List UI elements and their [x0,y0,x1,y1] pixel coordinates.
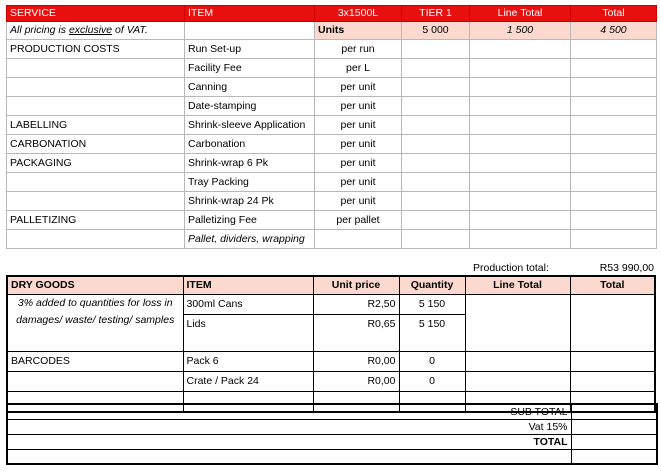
service-cell [7,173,185,192]
units-total: 4 500 [571,22,657,40]
total-cell [570,372,655,392]
unit-price-col-header: Unit price [313,276,399,295]
units-value: 5 000 [402,22,470,40]
unit-cell: per unit [315,97,402,116]
size-col-header: 3x1500L [315,6,402,22]
empty-cell [7,450,571,465]
dry-goods-table [6,275,656,413]
unit-cell [315,230,402,249]
units-item-cell [185,22,315,40]
item-cell: 300ml Cans [183,295,313,315]
total-cell [571,116,657,135]
item-cell: Canning [185,78,315,97]
dry-goods-col-header: DRY GOODS [7,276,183,295]
unit-cell: per unit [315,173,402,192]
table-row [7,372,655,392]
line-total-cell [465,372,570,392]
qty-cell: 0 [399,352,465,372]
dry-line-total-col-header: Line Total [465,276,570,295]
item-col-header: ITEM [185,6,315,22]
service-cell [7,78,185,97]
price-cell: R0,65 [313,315,399,352]
empty-cell [571,450,657,465]
tier-cell [402,154,470,173]
tier-cell [402,40,470,59]
vat-label: Vat 15% [7,420,571,435]
spacer-row [7,450,657,465]
sub-total-row [7,404,657,420]
item-cell: Facility Fee [185,59,315,78]
dry-goods-header-row [7,276,655,295]
tier-cell [402,230,470,249]
units-line-total: 1 500 [470,22,571,40]
summary-table [6,403,658,465]
table-row [7,135,657,154]
units-row [7,22,657,40]
line-total-cell [470,135,571,154]
dry-item-col-header: ITEM [183,276,313,295]
item-cell: Shrink-wrap 6 Pk [185,154,315,173]
empty-cell [7,372,183,392]
service-cell: LABELLING [7,116,185,135]
item-cell: Pallet, dividers, wrapping [185,230,315,249]
line-total-cell [470,230,571,249]
item-cell: Shrink-sleeve Application [185,116,315,135]
tier-cell [402,173,470,192]
unit-cell: per unit [315,78,402,97]
vat-note: All pricing is exclusive of VAT. [7,22,185,40]
unit-cell: per unit [315,192,402,211]
total-cell [571,97,657,116]
qty-cell: 5 150 [399,315,465,352]
qty-cell: 5 150 [399,295,465,315]
service-cell [7,192,185,211]
tier-cell [402,97,470,116]
qty-cell: 0 [399,372,465,392]
tier-cell [402,59,470,78]
total-row [7,435,657,450]
unit-cell: per unit [315,135,402,154]
total-cell [571,40,657,59]
tier-cell [402,211,470,230]
total-cell [571,173,657,192]
tier-cell [402,78,470,97]
item-cell: Pack 6 [183,352,313,372]
price-cell: R0,00 [313,352,399,372]
table-row [7,192,657,211]
item-cell: Lids [183,315,313,352]
item-cell: Carbonation [185,135,315,154]
vat-row [7,420,657,435]
sub-total-value [571,404,657,420]
service-col-header: SERVICE [7,6,185,22]
quantity-col-header: Quantity [399,276,465,295]
loss-note: 3% added to quantities for loss in damages/ waste/ testing/ samples [7,295,183,352]
total-cell [571,59,657,78]
item-cell: Palletizing Fee [185,211,315,230]
service-cell: PACKAGING [7,154,185,173]
table-row [7,211,657,230]
unit-cell: per L [315,59,402,78]
service-cell [7,59,185,78]
service-cell: CARBONATION [7,135,185,154]
line-total-cell [470,59,571,78]
production-total-label: Production total: [473,262,549,274]
table-row [7,59,657,78]
table-row [7,78,657,97]
vat-value [571,420,657,435]
line-total-cell [470,192,571,211]
table-row [7,173,657,192]
line-total-cell [470,78,571,97]
total-cell [571,135,657,154]
line-total-cell [470,211,571,230]
total-col-header: Total [571,6,657,22]
item-cell: Shrink-wrap 24 Pk [185,192,315,211]
table-row [7,116,657,135]
line-total-col-header: Line Total [470,6,571,22]
unit-cell: per pallet [315,211,402,230]
item-cell: Date-stamping [185,97,315,116]
tier-cell [402,116,470,135]
line-total-cell [465,352,570,372]
service-cell: PALLETIZING [7,211,185,230]
service-cell [7,97,185,116]
price-cell: R0,00 [313,372,399,392]
units-label: Units [315,22,402,40]
total-cell [570,295,655,352]
total-cell [571,230,657,249]
services-pricing-table [6,5,657,249]
tier-col-header: TIER 1 [402,6,470,22]
total-label: TOTAL [7,435,571,450]
item-cell: Crate / Pack 24 [183,372,313,392]
table-row [7,40,657,59]
table-row [7,230,657,249]
unit-cell: per unit [315,116,402,135]
total-cell [571,211,657,230]
unit-cell: per unit [315,154,402,173]
table-row [7,154,657,173]
total-cell [571,154,657,173]
item-cell: Tray Packing [185,173,315,192]
line-total-cell [465,295,570,352]
service-cell: PRODUCTION COSTS [7,40,185,59]
line-total-cell [470,40,571,59]
line-total-cell [470,173,571,192]
price-cell: R2,50 [313,295,399,315]
production-total-value: R53 990,00 [599,262,654,274]
total-cell [571,192,657,211]
line-total-cell [470,154,571,173]
service-cell [7,230,185,249]
services-header-row [7,6,657,22]
table-row [7,97,657,116]
sub-total-label: SUB TOTAL [7,404,571,420]
production-total [6,261,656,275]
dry-total-col-header: Total [570,276,655,295]
total-cell [571,78,657,97]
unit-cell: per run [315,40,402,59]
line-total-cell [470,116,571,135]
item-cell: Run Set-up [185,40,315,59]
tier-cell [402,135,470,154]
tier-cell [402,192,470,211]
table-row [7,352,655,372]
line-total-cell [470,97,571,116]
table-row [7,295,655,315]
barcodes-label: BARCODES [7,352,183,372]
total-cell [570,352,655,372]
total-value [571,435,657,450]
